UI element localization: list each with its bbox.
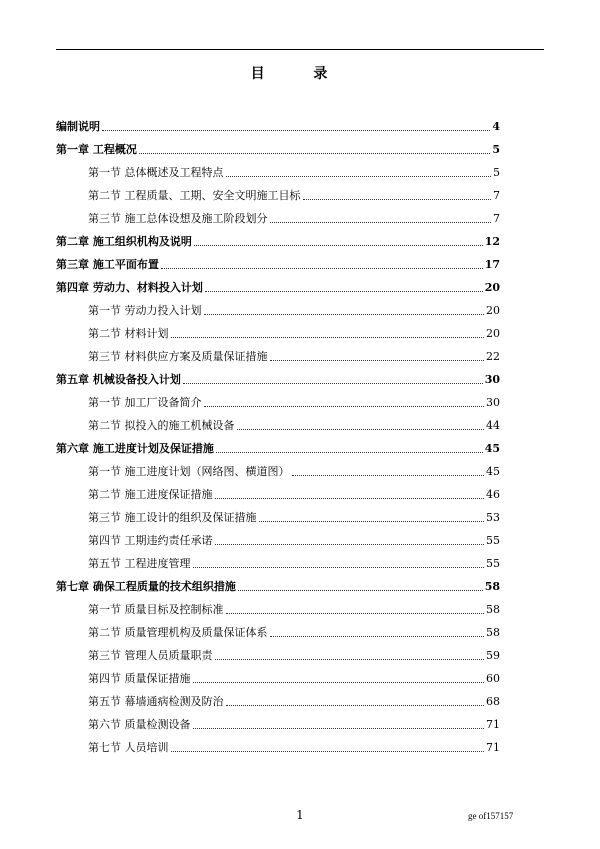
toc-section-entry[interactable] (88, 160, 500, 180)
toc-entry-label: 第二节 施工进度保证措施 (88, 488, 213, 501)
toc-chapter-entry[interactable] (56, 275, 500, 295)
page-title: 目 录 (250, 66, 350, 82)
toc-entry-page: 58 (486, 603, 500, 616)
toc-dot-leader (215, 498, 485, 499)
toc-dot-leader (183, 383, 483, 384)
toc-entry-page: 7 (493, 212, 500, 225)
toc-section-entry[interactable] (88, 321, 500, 341)
toc-section-entry[interactable] (88, 735, 500, 755)
toc-entry-page: 30 (486, 396, 500, 409)
toc-section-entry[interactable] (88, 183, 500, 203)
toc-dot-leader (226, 705, 485, 706)
toc-section-entry[interactable] (88, 298, 500, 318)
toc-entry-label: 第二节 质量管理机构及质量保证体系 (88, 626, 268, 639)
toc-dot-leader (238, 590, 483, 591)
toc-entry-page: 12 (484, 235, 500, 248)
toc-entry-page: 45 (486, 465, 500, 478)
toc-section-entry[interactable] (88, 206, 500, 226)
toc-section-entry[interactable] (88, 505, 500, 525)
toc-entry-label: 第五节 工程进度管理 (88, 557, 191, 570)
toc-chapter-entry[interactable] (56, 137, 500, 157)
toc-section-entry[interactable] (88, 459, 500, 479)
toc-entry-label: 第四节 工期违约责任承诺 (88, 534, 213, 547)
toc-entry-page: 20 (486, 327, 500, 340)
toc-entry-page: 30 (484, 373, 500, 386)
toc-entry-label: 第三章 施工平面布置 (56, 258, 159, 271)
toc-section-entry[interactable] (88, 413, 500, 433)
toc-entry-page: 22 (486, 350, 500, 363)
toc-dot-leader (303, 199, 492, 200)
toc-section-entry[interactable] (88, 482, 500, 502)
toc-dot-leader (292, 475, 485, 476)
toc-entry-page: 58 (486, 626, 500, 639)
toc-entry-label: 第四节 质量保证措施 (88, 672, 191, 685)
toc-section-entry[interactable] (88, 620, 500, 640)
toc-entry-label: 第三节 管理人员质量职责 (88, 649, 213, 662)
toc-entry-label: 编制说明 (56, 120, 100, 133)
toc-entry-label: 第一节 加工厂设备简介 (88, 396, 202, 409)
toc-dot-leader (102, 130, 490, 131)
toc-entry-label: 第三节 施工总体设想及施工阶段划分 (88, 212, 268, 225)
toc-section-entry[interactable] (88, 712, 500, 732)
toc-dot-leader (204, 406, 485, 407)
toc-chapter-entry[interactable] (56, 252, 500, 272)
toc-section-entry[interactable] (88, 528, 500, 548)
toc-dot-leader (171, 751, 485, 752)
toc-section-entry[interactable] (88, 643, 500, 663)
toc-entry-label: 第一节 劳动力投入计划 (88, 304, 202, 317)
toc-entry-page: 20 (484, 281, 500, 294)
toc-dot-leader (226, 613, 485, 614)
toc-dot-leader (259, 521, 485, 522)
toc-dot-leader (171, 337, 485, 338)
toc-entry-page: 20 (486, 304, 500, 317)
toc-entry-page: 4 (492, 120, 500, 133)
toc-entry-label: 第七章 确保工程质量的技术组织措施 (56, 580, 236, 593)
toc-entry-page: 44 (486, 419, 500, 432)
toc-entry-page: 7 (493, 189, 500, 202)
toc-entry-label: 第二章 施工组织机构及说明 (56, 235, 192, 248)
toc-entry-page: 59 (486, 649, 500, 662)
toc-chapter-entry[interactable] (56, 114, 500, 134)
toc-entry-page: 68 (486, 695, 500, 708)
toc-section-entry[interactable] (88, 689, 500, 709)
toc-entry-page: 55 (486, 534, 500, 547)
toc-entry-page: 71 (486, 741, 500, 754)
toc-dot-leader (270, 636, 485, 637)
toc-entry-label: 第二节 工程质量、工期、安全文明施工目标 (88, 189, 301, 202)
toc-dot-leader (215, 544, 485, 545)
toc-dot-leader (161, 268, 483, 269)
toc-entry-label: 第三节 材料供应方案及质量保证措施 (88, 350, 268, 363)
toc-dot-leader (226, 176, 492, 177)
toc-section-entry[interactable] (88, 344, 500, 364)
toc-entry-page: 17 (484, 258, 500, 271)
toc-entry-page: 58 (484, 580, 500, 593)
toc-entry-page: 71 (486, 718, 500, 731)
toc-dot-leader (193, 567, 485, 568)
toc-entry-label: 第一节 施工进度计划（网络图、横道图） (88, 465, 290, 478)
toc-entry-label: 第七节 人员培训 (88, 741, 169, 754)
toc-entry-label: 第一节 质量目标及控制标准 (88, 603, 224, 616)
toc-chapter-entry[interactable] (56, 367, 500, 387)
toc-chapter-entry[interactable] (56, 229, 500, 249)
toc-dot-leader (270, 222, 492, 223)
toc-entry-label: 第五节 幕墙通病检测及防治 (88, 695, 224, 708)
toc-entry-page: 53 (486, 511, 500, 524)
toc-entry-label: 第一节 总体概述及工程特点 (88, 166, 224, 179)
toc-dot-leader (237, 429, 485, 430)
toc-dot-leader (270, 360, 485, 361)
toc-chapter-entry[interactable] (56, 436, 500, 456)
toc-entry-label: 第一章 工程概况 (56, 143, 137, 156)
toc-dot-leader (215, 659, 485, 660)
toc-entry-page: 5 (493, 166, 500, 179)
toc-entry-page: 45 (484, 442, 500, 455)
toc-entry-page: 5 (492, 143, 500, 156)
toc-entry-label: 第三节 施工设计的组织及保证措施 (88, 511, 257, 524)
toc-section-entry[interactable] (88, 597, 500, 617)
page-number: 1 (296, 808, 304, 822)
toc-chapter-entry[interactable] (56, 574, 500, 594)
toc-dot-leader (193, 682, 485, 683)
toc-section-entry[interactable] (88, 390, 500, 410)
toc-section-entry[interactable] (88, 551, 500, 571)
toc-entry-label: 第二节 拟投入的施工机械设备 (88, 419, 235, 432)
toc-entry-page: 55 (486, 557, 500, 570)
toc-dot-leader (204, 314, 485, 315)
toc-dot-leader (194, 245, 483, 246)
toc-entry-label: 第二节 材料计划 (88, 327, 169, 340)
toc-entry-label: 第四章 劳动力、材料投入计划 (56, 281, 203, 294)
toc-dot-leader (205, 291, 483, 292)
toc-entry-page: 46 (486, 488, 500, 501)
page-of-label: ge of157157 (468, 811, 514, 821)
header-rule (56, 49, 544, 50)
toc-dot-leader (193, 728, 485, 729)
toc-entry-page: 60 (486, 672, 500, 685)
toc-dot-leader (139, 153, 491, 154)
toc-section-entry[interactable] (88, 666, 500, 686)
toc-entry-label: 第六章 施工进度计划及保证措施 (56, 442, 214, 455)
toc-entry-label: 第五章 机械设备投入计划 (56, 373, 181, 386)
toc-dot-leader (216, 452, 483, 453)
toc-entry-label: 第六节 质量检测设备 (88, 718, 191, 731)
